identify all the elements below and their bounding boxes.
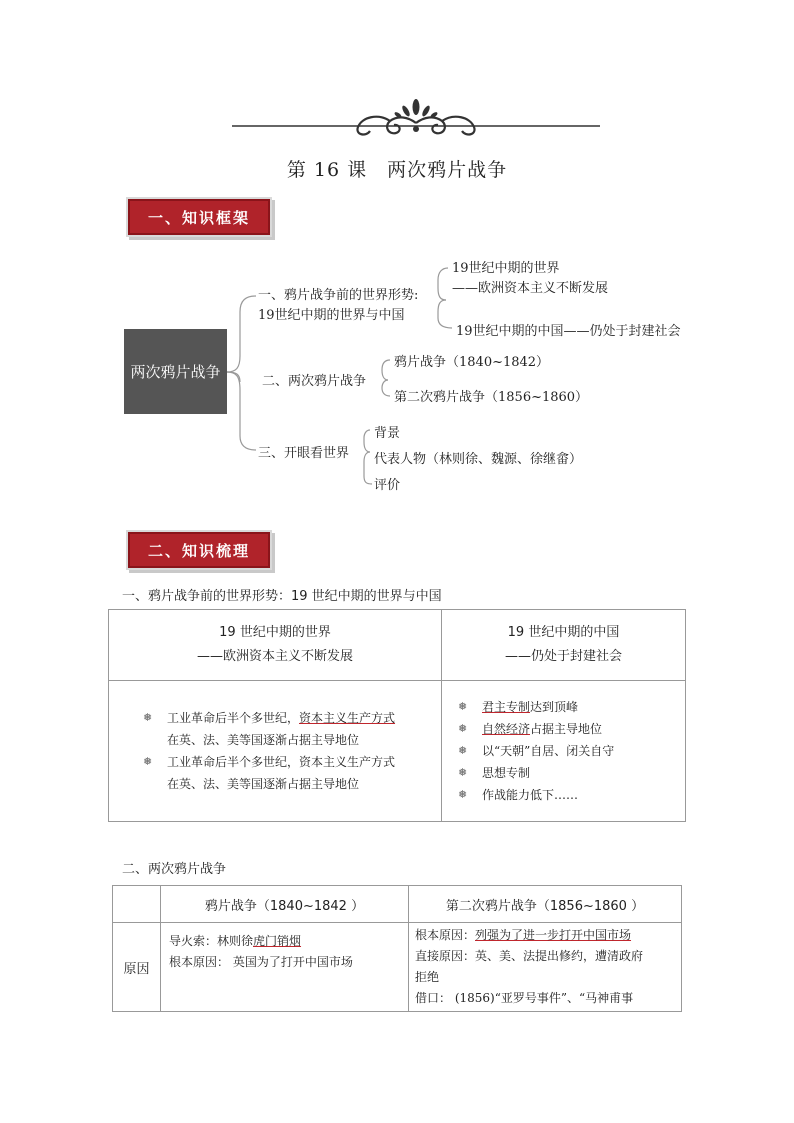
china-facts-list <box>458 696 685 806</box>
snowflake-bullet-icon: ❅ <box>143 755 153 768</box>
list-item: ❅ 工业革命后半个多世纪，资本主义生产方式 在英、法、美等国逐渐占据主导地位 <box>167 707 441 751</box>
war-2-direct-cause-cont: 拒绝 <box>415 970 440 984</box>
snowflake-bullet-icon: ❅ <box>458 722 468 735</box>
mindmap-leaf-evaluation: 评价 <box>374 478 401 493</box>
mindmap-branch-1-line-2: 19世纪中期的世界与中国 <box>258 308 405 323</box>
list-item: ❅ 君主专制达到顶峰 <box>482 696 685 718</box>
mindmap-leaf-world-sub: ——欧洲资本主义不断发展 <box>452 281 609 296</box>
list-item: ❅ 工业革命后半个多世纪，资本主义生产方式 在英、法、美等国逐渐占据主导地位 <box>167 751 441 795</box>
section-badge-review: 二、知识梳理 <box>126 530 272 570</box>
snowflake-bullet-icon: ❅ <box>458 766 468 779</box>
war-2-pretext: 借口： (1856)“亚罗号事件”、“马神甫事 <box>415 991 634 1005</box>
section-badge-framework: 一、知识框架 <box>126 197 272 237</box>
mindmap-branch-2: 二、两次鸦片战争 <box>262 374 367 389</box>
row-label-cause: 原因 <box>113 923 161 1012</box>
mindmap-leaf-war-2: 第二次鸦片战争（1856~1860） <box>394 390 589 405</box>
mindmap-branch-3: 三、开眼看世界 <box>258 446 350 461</box>
col-world-subtitle: ——欧洲资本主义不断发展 <box>196 649 353 664</box>
corner-cell <box>113 886 161 923</box>
war-1-root-cause: 根本原因： 英国为了打开中国市场 <box>169 955 353 969</box>
mindmap-leaf-background: 背景 <box>374 426 401 441</box>
mindmap-branch-1-line-1: 一、鸦片战争前的世界形势: <box>258 288 419 303</box>
war-1-cause-cell <box>161 923 409 1012</box>
col-china-header <box>442 610 686 681</box>
col-china-title: 19 世纪中期的中国 <box>507 625 620 640</box>
war-2-root-cause: 根本原因：列强为了进一步打开中国市场 <box>415 928 632 942</box>
mindmap-leaf-figures: 代表人物（林则徐、魏源、徐继畲） <box>374 452 583 467</box>
list-item: ❅ 作战能力低下…… <box>482 784 685 806</box>
mindmap-connectors <box>0 0 794 520</box>
china-facts-cell <box>442 681 686 822</box>
list-item: ❅ 思想专制 <box>482 762 685 784</box>
world-facts-list <box>143 707 441 795</box>
col-world-header <box>109 610 442 681</box>
snowflake-bullet-icon: ❅ <box>458 788 468 801</box>
part-2-heading: 二、两次鸦片战争 <box>122 862 227 877</box>
opium-wars-table <box>112 885 682 1012</box>
col-war-1: 鸦片战争（1840~1842 ） <box>161 886 409 923</box>
war-2-direct-cause: 直接原因：英、美、法提出修约，遭清政府 <box>415 949 644 963</box>
mindmap-root: 两次鸦片战争 <box>124 329 227 414</box>
snowflake-bullet-icon: ❅ <box>143 711 153 724</box>
war-1-trigger: 导火索：林则徐虎门销烟 <box>169 934 302 948</box>
snowflake-bullet-icon: ❅ <box>458 744 468 757</box>
mindmap-leaf-world: 19世纪中期的世界 <box>452 261 560 276</box>
col-war-2: 第二次鸦片战争（1856~1860 ） <box>409 886 682 923</box>
page-title: 第 16 课 两次鸦片战争 <box>286 159 508 181</box>
war-2-cause-cell <box>409 923 682 1012</box>
col-china-subtitle: ——仍处于封建社会 <box>504 649 622 664</box>
col-world-title: 19 世纪中期的世界 <box>219 625 331 640</box>
snowflake-bullet-icon: ❅ <box>458 700 468 713</box>
mindmap-leaf-china: 19世纪中期的中国——仍处于封建社会 <box>456 324 681 339</box>
mindmap-leaf-war-1: 鸦片战争（1840~1842） <box>394 355 550 370</box>
list-item: ❅ 以“天朝”自居、闭关自守 <box>482 740 685 762</box>
list-item: ❅ 自然经济占据主导地位 <box>482 718 685 740</box>
part-1-heading: 一、鸦片战争前的世界形势：19 世纪中期的世界与中国 <box>122 589 442 604</box>
world-china-table <box>108 609 686 822</box>
world-facts-cell <box>109 681 442 822</box>
